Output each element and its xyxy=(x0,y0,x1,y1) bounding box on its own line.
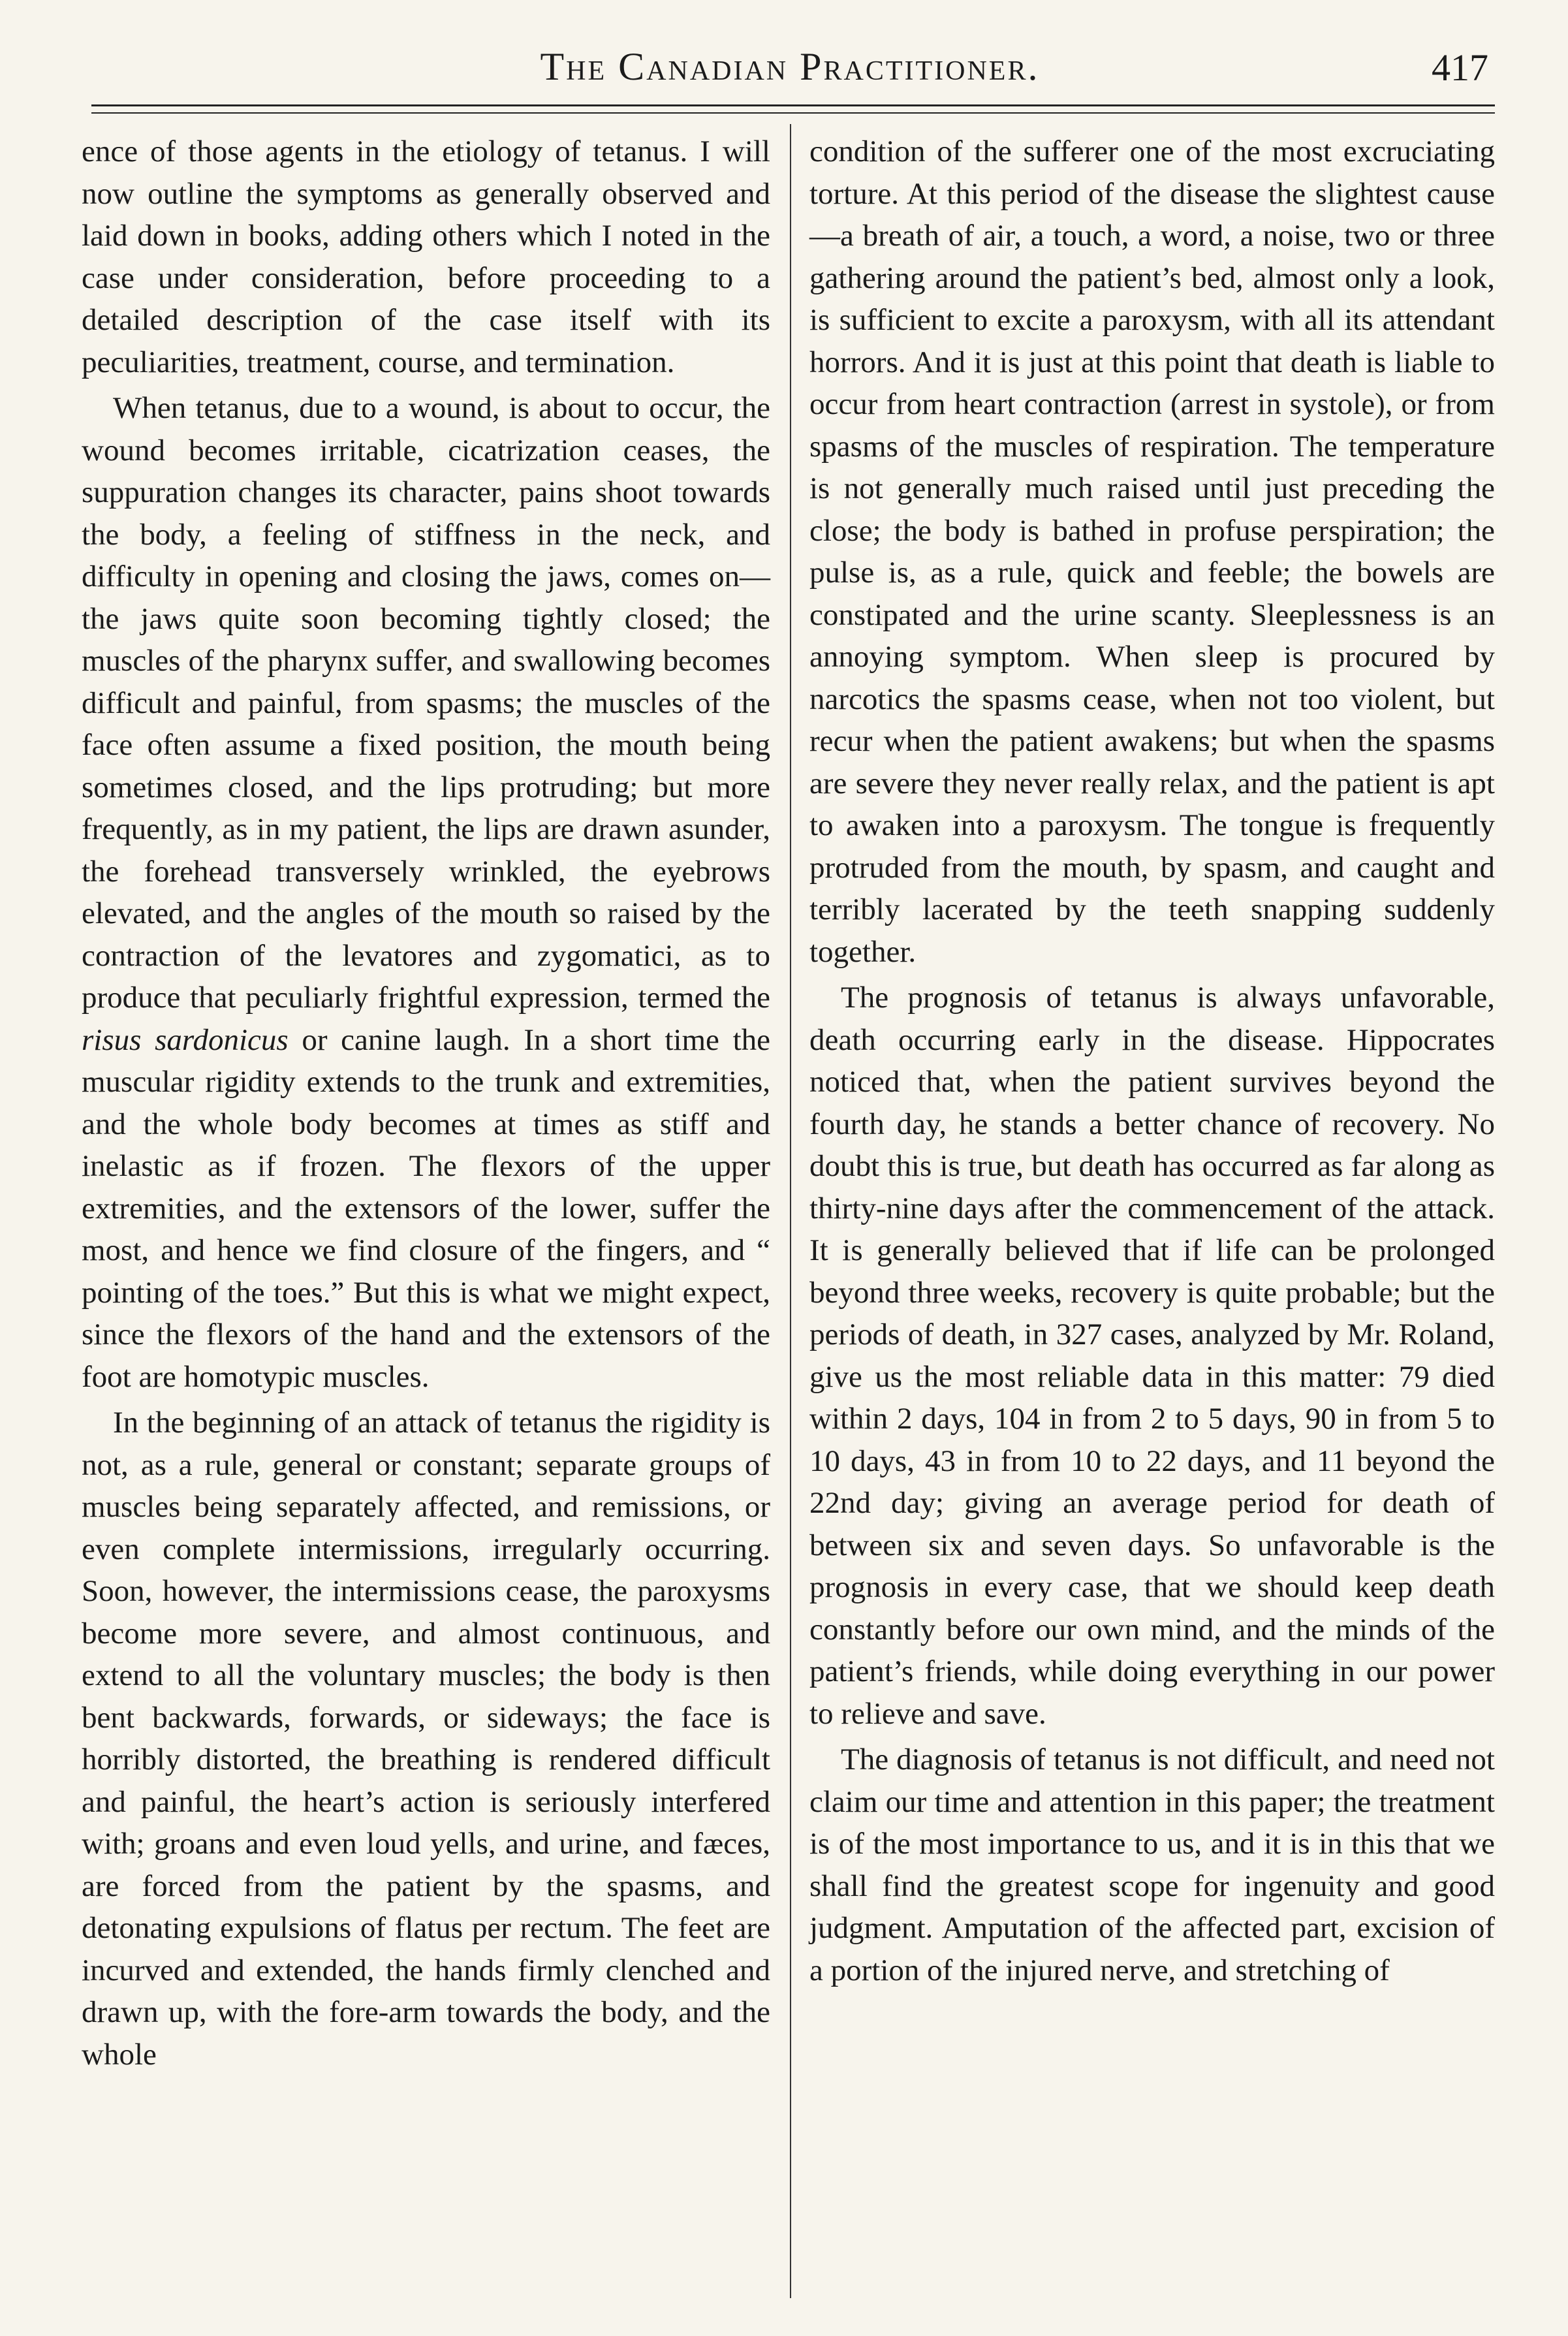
italic-term: risus sardonicus xyxy=(82,1022,289,1057)
page-number: 417 xyxy=(1432,46,1488,89)
column-divider xyxy=(790,124,791,2298)
paragraph-text: or canine laugh. In a short time the muscular rigidity extends to the trunk and extremities, and the whole body becomes at times as stiff and inelastic as if frozen. The flexors of the upper extremities, and the extensors of the lower, suffer the most, and hence we find closure of the fingers, and “ pointing of the toes.” But this is what we might expect, since the flexors of the hand and the extensors of the foot are homotypic muscles. xyxy=(82,1022,770,1394)
paragraph-progression: In the beginning of an attack of tetanus the rigidity is not, as a rule, general or constant; separate groups of muscles being separately affected, and remissions, or even complete intermissions, irregularly occurring. Soon, however, the intermissions cease, the paroxysms become more severe, and almost continuous, and extend to all the voluntary muscles; the body is then bent backwards, forwards, or sideways; the face is horribly distorted, the breathing is rendered difficult and painful, the heart’s action is seriously interfered with; groans and even loud yells, and urine, and fæces, are forced from the patient by the spasms, and detonating expulsions of flatus per rectum. The feet are incurved and extended, the hands firmly clenched and drawn up, with the fore-arm towards the body, and the whole xyxy=(82,1406,770,2072)
header-rule-top xyxy=(91,104,1495,106)
left-column xyxy=(82,131,770,2079)
paragraph-diagnosis: The diagnosis of tetanus is not difficult, and need not claim our time and attention in this paper; the treatment is of the most importance to us, and it is in this that we shall find the greatest scope for ingenuity and good judgment. Amputation of the affected part, excision of a portion of the injured nerve, and stretching of xyxy=(809,1743,1495,1987)
right-column xyxy=(809,131,1495,1995)
page-header xyxy=(91,38,1488,97)
header-rule-bottom xyxy=(91,112,1495,114)
paragraph-continued: condition of the sufferer one of the most excruciating torture. At this period of the disease the slightest cause—a breath of air, a touch, a word, a noise, two or three gathering around the patient’s bed, almost only a look, is sufficient to excite a paroxysm, with all its attendant horrors. And it is just at this point that death is liable to occur from heart contraction (arrest in systole), or from spasms of the muscles of respiration. The temperature is not generally much raised until just preceding the close; the body is bathed in profuse perspiration; the pulse is, as a rule, quick and feeble; the bowels are constipated and the urine scanty. Sleeplessness is an annoying symptom. When sleep is procured by narcotics the spasms cease, when not too violent, but recur when the patient awakens; but when the spasms are severe they never really relax, and the patient is apt to awaken into a paroxysm. The tongue is frequently protruded from the mouth, by spasm, and caught and terribly lacerated by the teeth snapping suddenly together. xyxy=(809,134,1495,969)
paragraph-continued: ence of those agents in the etiology of tetanus. I will now outline the symptoms as generally observed and laid down in books, adding others which I noted in the case under consideration, before proceeding to a detailed description of the case itself with its peculiarities, treatment, course, and termination. xyxy=(82,134,770,379)
paragraph-text: When tetanus, due to a wound, is about to occur, the wound becomes irritable, cicatrization ceases, the suppuration changes its character, pains shoot towards the body, a feeling of stiffness in the neck, and difficulty in opening and closing the jaws, comes on—the jaws quite soon becoming tightly closed; the muscles of the pharynx suffer, and swallowing becomes difficult and painful, from spasms; the muscles of the face often assume a fixed position, the mouth being sometimes closed, and the lips protruding; but more frequently, as in my patient, the lips are drawn asunder, the forehead transversely wrinkled, the eyebrows elevated, and the angles of the mouth so raised by the contraction of the levatores and zygomatici, as to produce that peculiarly frightful expression, termed the xyxy=(82,391,770,1015)
paragraph-symptoms xyxy=(82,387,770,1398)
paragraph-prognosis: The prognosis of tetanus is always unfavorable, death occurring early in the disease. Hippocrates noticed that, when the patient survives beyond the fourth day, he stands a better chance of recovery. No doubt this is true, but death has occurred as far along as thirty-nine days after the commencement of the attack. It is generally believed that if life can be prolonged beyond three weeks, recovery is quite probable; but the periods of death, in 327 cases, analyzed by Mr. Roland, give us the most reliable data in this matter: 79 died within 2 days, 104 in from 2 to 5 days, 90 in from 5 to 10 days, 43 in from 10 to 22 days, and 11 beyond the 22nd day; giving an average period for death of between six and seven days. So unfavorable is the prognosis in every case, that we should keep death constantly before our own mind, and the minds of the patient’s friends, while doing everything in our power to relieve and save. xyxy=(809,981,1495,1731)
running-title: The Canadian Practitioner. xyxy=(540,45,1040,88)
